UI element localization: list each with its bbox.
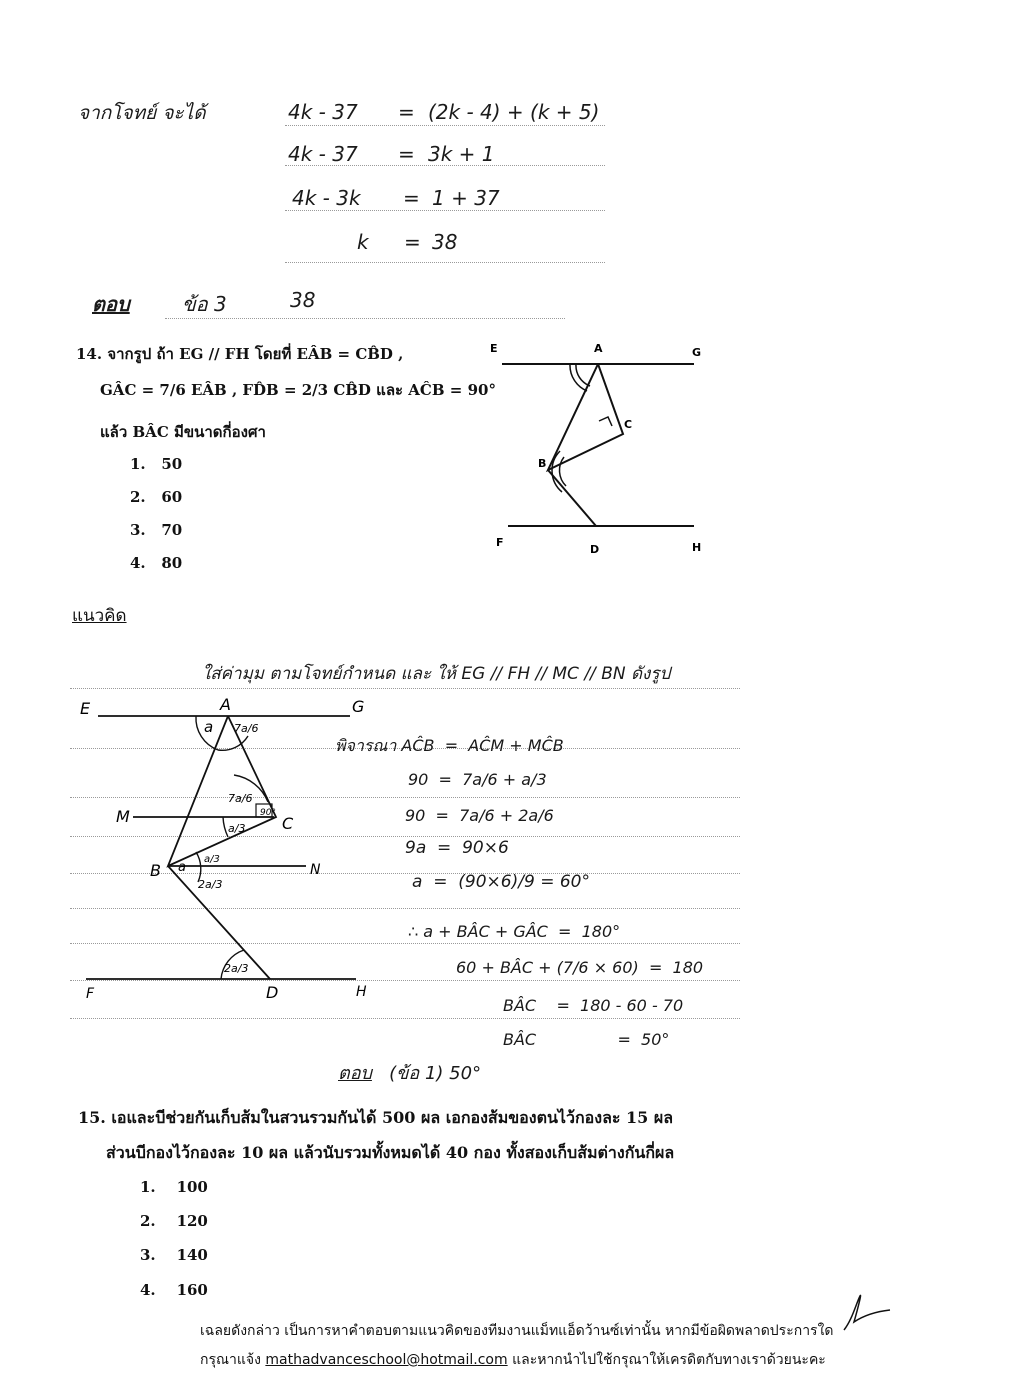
label-d: D — [590, 543, 600, 556]
working-line-4-op: = — [404, 230, 421, 254]
option-value: 80 — [161, 554, 183, 572]
label-e: E — [80, 699, 91, 718]
angle-label-90: 90° — [260, 808, 276, 818]
q15-option-2 — [140, 1212, 208, 1230]
angle-label-a-b: a — [178, 860, 186, 875]
step-op: = — [558, 922, 572, 941]
label-h: H — [356, 984, 367, 1000]
working-line-2-right: 3k + 1 — [428, 142, 495, 166]
footer-email-link[interactable]: mathadvanceschool@hotmail.com — [265, 1352, 508, 1368]
q15-option-3 — [140, 1246, 208, 1264]
step-left: ∴ a + BÂC + GÂC — [408, 922, 548, 941]
dotted-rule — [70, 688, 740, 689]
step-right: 7a/6 + 2a/6 — [459, 806, 554, 825]
step-7 — [456, 958, 703, 977]
step-left: BÂC — [503, 996, 537, 1015]
step-left: พิจารณา AĈB — [335, 736, 435, 755]
option-num: 4. — [140, 1281, 156, 1299]
q14-line-3: แล้ว BÂC มีขนาดกี่องศา — [100, 423, 266, 441]
q14-option-4 — [130, 554, 182, 572]
footer-line-2 — [200, 1349, 826, 1371]
angle-arc — [570, 364, 587, 391]
footer-suffix: และหากนำไปใช้กรุณาให้เครดิตกับทางเราด้วยนะคะ — [512, 1352, 826, 1368]
q15-option-1 — [140, 1178, 208, 1196]
angle-label-a-top: a — [204, 718, 214, 736]
q14-text-1: จากรูป ถ้า EG // FH โดยที่ EÂB = CB̂D , — [107, 345, 404, 363]
q14-line-1 — [76, 342, 403, 366]
option-num: 3. — [130, 521, 146, 539]
option-value: 70 — [161, 521, 183, 539]
q14-option-2 — [130, 488, 182, 506]
working-line-3-right: 1 + 37 — [432, 186, 500, 210]
option-value: 100 — [176, 1178, 208, 1196]
label-n: N — [310, 862, 321, 878]
label-b: B — [538, 457, 547, 470]
label-g: G — [352, 697, 365, 716]
angle-label-2a3-d: 2a/3 — [224, 962, 249, 975]
q15-line-2: ส่วนบีกองไว้กองละ 10 ผล แล้วนับรวมทั้งหมดได้ 40 กอง ทั้งสองเก็บส้มต่างกันกี่ผล — [106, 1143, 675, 1162]
working-line-3-op: = — [403, 186, 420, 210]
option-num: 2. — [130, 488, 146, 506]
label-c: C — [282, 814, 294, 833]
step-left: a — [412, 872, 423, 892]
signature-mark — [838, 1290, 898, 1340]
step-right: 90×6 — [462, 838, 509, 858]
step-5 — [412, 872, 590, 892]
step-6 — [408, 922, 620, 941]
option-value: 120 — [176, 1212, 208, 1230]
angle-arc — [576, 364, 590, 386]
step-right: 180° — [581, 922, 621, 941]
step-8 — [503, 996, 683, 1015]
step-right: 180 — [672, 958, 704, 977]
option-num: 2. — [140, 1212, 156, 1230]
answer-text: (ข้อ 1) 50° — [389, 1063, 482, 1084]
angle-label-a3-c: a/3 — [228, 822, 246, 835]
step-op: = — [556, 996, 570, 1015]
dotted-rule — [165, 318, 565, 319]
label-c: C — [624, 418, 633, 431]
q14-number: 14. — [76, 345, 103, 363]
working-line-4-right: 38 — [432, 230, 458, 254]
footer-line-1: เฉลยดังกล่าว เป็นการหาคำตอบตามแนวคิดของทีมงานแม็ทแอ็ดว้านซ์เท่านั้น หากมีข้อผิดพลาดประการใด — [200, 1323, 834, 1339]
option-num: 1. — [140, 1178, 156, 1196]
q14-figure — [480, 330, 720, 565]
dotted-rule — [285, 210, 605, 211]
label-h: H — [692, 541, 702, 554]
angle-label-2a3-b: 2a/3 — [198, 878, 223, 891]
working-line-4-left: k — [357, 230, 369, 254]
working-line-3-left: 4k - 3k — [292, 186, 361, 210]
working-line-1-left: 4k - 37 — [288, 100, 358, 124]
label-m: M — [116, 807, 130, 826]
step-1 — [335, 734, 564, 759]
solution-heading: แนวคิด — [72, 606, 127, 626]
option-value: 140 — [176, 1246, 208, 1264]
answer-label: ตอบ — [338, 1063, 372, 1084]
step-left: 60 + BÂC + (7/6 × 60) — [456, 958, 639, 977]
step-right: 50° — [641, 1030, 670, 1049]
option-num: 1. — [130, 455, 146, 473]
step-op: = — [617, 1030, 631, 1049]
q14-option-3 — [130, 521, 182, 539]
option-value: 60 — [161, 488, 183, 506]
label-a: A — [220, 695, 231, 714]
label-b: B — [150, 861, 161, 880]
working-lead: จากโจทย์ จะได้ — [78, 102, 206, 124]
step-left: 90 — [405, 806, 426, 825]
step-right: AĈM + MĈB — [468, 736, 564, 755]
label-g: G — [692, 346, 702, 359]
label-d: D — [266, 983, 279, 1002]
footer-prefix: กรุณาแจ้ง — [200, 1352, 261, 1368]
option-num: 4. — [130, 554, 146, 572]
segment-bd — [548, 470, 596, 526]
angle-label-a3-b: a/3 — [204, 854, 220, 865]
step-9 — [503, 1030, 669, 1049]
label-f: F — [86, 986, 95, 1002]
step-2 — [408, 770, 547, 789]
step-3 — [405, 806, 554, 825]
label-f: F — [496, 536, 504, 549]
q14-option-1 — [130, 455, 182, 473]
step-right: 7a/6 + a/3 — [462, 770, 547, 789]
option-value: 50 — [161, 455, 183, 473]
step-left: 90 — [408, 770, 429, 789]
option-num: 3. — [140, 1246, 156, 1264]
step-op: = — [437, 838, 452, 858]
solution-intro: ใส่ค่ามุม ตามโจทย์กำหนด และ ให้ EG // FH // MC // BN ดังรูป — [202, 664, 671, 684]
step-left: BÂC — [503, 1030, 537, 1049]
triangle-abc — [548, 364, 623, 470]
answer-choice-top: ข้อ 3 — [182, 292, 227, 316]
step-right: (90×6)/9 = 60° — [458, 872, 590, 892]
label-e: E — [490, 342, 498, 355]
answer-label-top: ตอบ — [92, 292, 130, 316]
step-op: = — [444, 736, 459, 755]
triangle-abc — [168, 716, 276, 866]
step-4 — [405, 838, 509, 858]
angle-label-7a6-top: 7a/6 — [234, 722, 259, 735]
step-op: = — [648, 958, 663, 977]
step-op: = — [433, 872, 448, 892]
working-line-1-op: = — [398, 100, 415, 124]
step-left: 9a — [405, 838, 427, 858]
working-line-1-right: (2k - 4) + (k + 5) — [428, 100, 600, 124]
dotted-rule — [70, 1018, 740, 1019]
solution-answer — [338, 1058, 481, 1087]
working-line-2-op: = — [398, 142, 415, 166]
dotted-rule — [285, 125, 605, 126]
working-line-2-left: 4k - 37 — [288, 142, 358, 166]
right-angle-mark — [599, 417, 612, 426]
answer-value-top: 38 — [290, 288, 316, 312]
angle-label-7a6-c: 7a/6 — [228, 792, 253, 805]
label-a: A — [594, 342, 603, 355]
option-value: 160 — [176, 1281, 208, 1299]
q15-option-4 — [140, 1281, 208, 1299]
dotted-rule — [285, 262, 605, 263]
step-op: = — [435, 806, 449, 825]
step-right: 180 - 60 - 70 — [580, 996, 684, 1015]
q15-line-1: 15. เอและบีช่วยกันเก็บส้มในสวนรวมกันได้ 500 ผล เอกองส้มของตนไว้กองละ 15 ผล — [78, 1108, 674, 1127]
q14-line-2: GÂC = 7/6 EÂB , FD̂B = 2/3 CB̂D และ AĈB = 90° — [100, 381, 496, 399]
step-op: = — [438, 770, 452, 789]
